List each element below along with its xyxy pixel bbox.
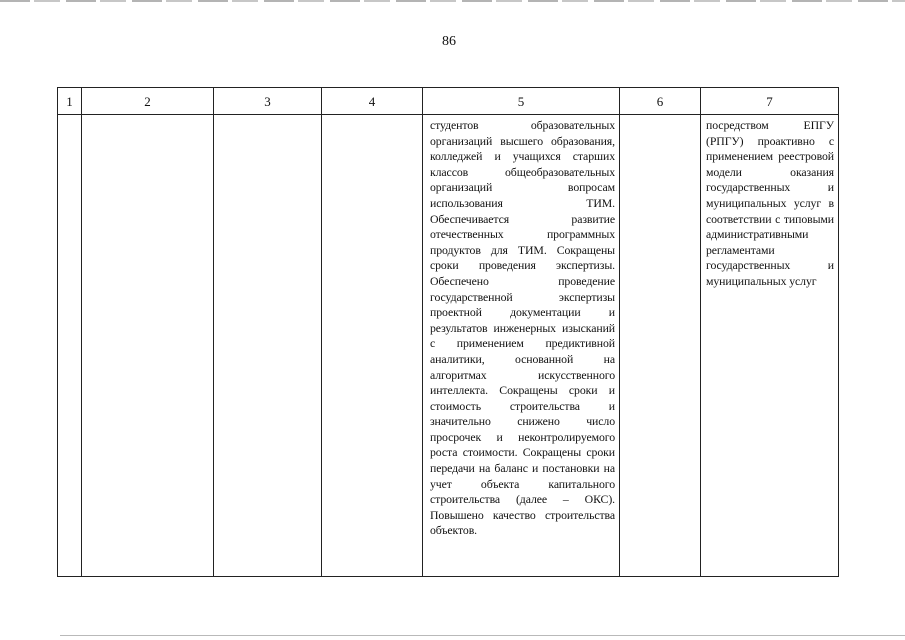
cell-col7-text: посредством ЕПГУ (РПГУ) проактивно с применением реестровой модели оказания государственных и муниципальных услуг в соответствии с типовыми административными регламентами государственных и муниципальных услуг <box>706 118 834 288</box>
column-header-7: 7 <box>701 88 839 115</box>
header-row <box>58 88 839 115</box>
cell-col5 <box>423 115 620 577</box>
cell-col5-text: студентов образовательных организаций высшего образования, колледжей и учащихся старших классов общеобразовательных организаций вопросам использования ТИМ. Обеспечивается развитие отечественных программных продуктов для ТИМ. Сокращены сроки проведения экспертизы. Обеспечено проведение государственной экспертизы проектной документации и результатов инженерных изысканий с применением предиктивной аналитики, основанной на алгоритмах искусственного интеллекта. Сокращены сроки и стоимость строительства и значительно снижено число просрочек и неконтролируемого роста стоимости. Сокращены сроки передачи на баланс и постановки на учет объекта капитального строительства (далее – ОКС). Повышено качество строительства объектов. <box>430 118 615 538</box>
column-header-2: 2 <box>82 88 214 115</box>
column-header-5: 5 <box>423 88 620 115</box>
column-header-4: 4 <box>322 88 423 115</box>
table-header <box>58 88 839 115</box>
cell-col7 <box>701 115 839 577</box>
cell-col3 <box>214 115 322 577</box>
cell-col1 <box>58 115 82 577</box>
scan-edge-top <box>0 0 905 2</box>
scan-edge-bottom <box>60 635 905 636</box>
table-body <box>58 115 839 577</box>
cell-col6 <box>620 115 701 577</box>
page-number: 86 <box>442 34 456 49</box>
column-header-6: 6 <box>620 88 701 115</box>
table-row <box>58 115 839 577</box>
column-header-3: 3 <box>214 88 322 115</box>
cell-col4 <box>322 115 423 577</box>
document-table <box>57 87 839 577</box>
cell-col2 <box>82 115 214 577</box>
column-header-1: 1 <box>58 88 82 115</box>
